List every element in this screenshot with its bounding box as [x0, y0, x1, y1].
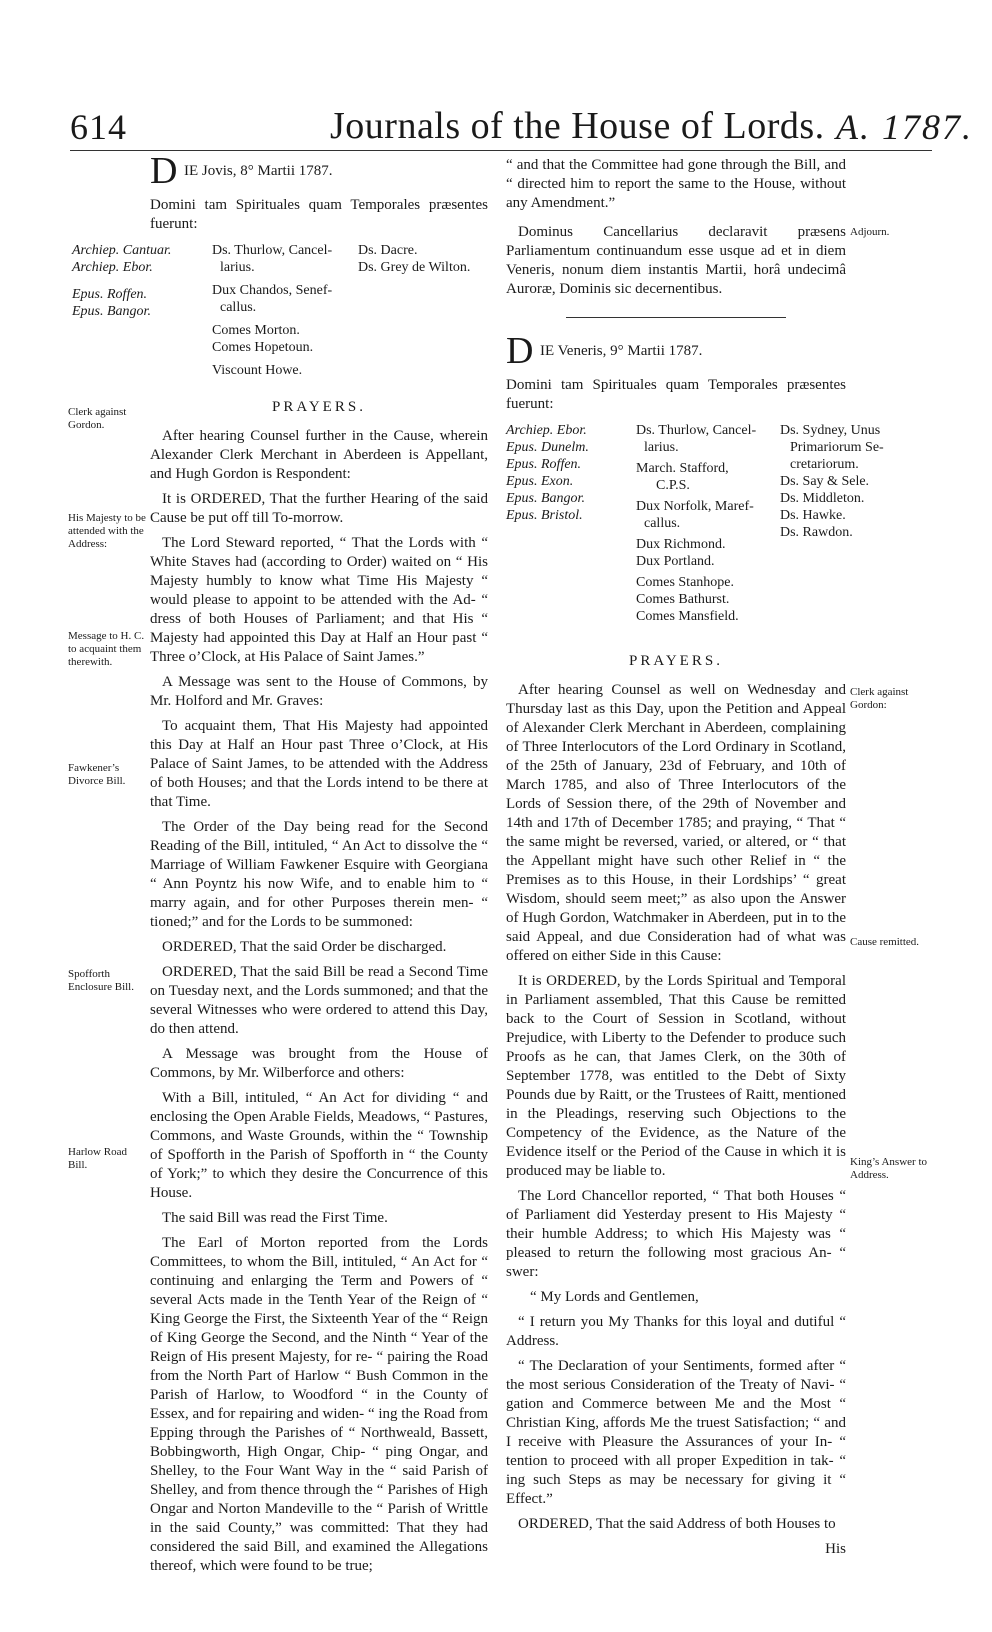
paragraph: The Lord Chancellor reported, “ That both Houses “ of Parliament did Yesterday present to His Majesty “ their humble Address; to which His Majesty was “ pleased to return the following most gracious An- “ swer: — [506, 1188, 846, 1280]
attendee: Dux Norfolk, Maref- — [636, 499, 754, 514]
attendee: Ds. Thurlow, Cancel- — [212, 243, 333, 258]
attendee: Archiep. Ebor. — [72, 260, 153, 275]
attendee: C.P.S. — [656, 478, 690, 493]
attendee: larius. — [644, 440, 679, 455]
attendee: Epus. Bangor. — [506, 491, 585, 506]
paragraph: With a Bill, intituled, “ An Act for dividing “ and enclosing the Open Arable Fields, Meadows, “ Pastures, Commons, and Waste Grounds, within the “ Township of Spofforth in the Parish of Spofforth in “ the County of York;” to which they desire the Concurrence of this House. — [150, 1090, 488, 1201]
attendance-col-3 — [358, 242, 488, 276]
paragraph: The Order of the Day being read for the Second Reading of the Bill, intituled, “ An Act to dissolve the “ Marriage of William Fawkener Esquire with Georgiana “ Ann Poyntz his now Wife, and to enable him to “ marry again, and for other Purposes therein men- “ tioned;” and for the Lords to be summoned: — [150, 819, 488, 930]
margin-note: Harlow Road Bill. — [68, 1146, 127, 1171]
day-heading — [506, 330, 846, 376]
paragraph: ORDERED, That the said Address of both Houses to — [518, 1516, 836, 1532]
attendee: Comes Morton. — [212, 323, 300, 338]
attendance-col-3 — [780, 422, 890, 541]
attendee: Ds. Rawdon. — [780, 525, 853, 540]
attendance-col-1 — [72, 242, 212, 320]
attendee: Dux Richmond. — [636, 537, 726, 552]
catchword: His — [825, 1541, 846, 1557]
running-title: Journals of the House of Lords. — [330, 105, 825, 147]
attendee: Epus. Bristol. — [506, 508, 583, 523]
paragraph: “ and that the Committee had gone through the Bill, and “ directed him to report the same to the House, without any Amendment.” — [506, 157, 846, 211]
attendee: Epus. Roffen. — [506, 457, 582, 472]
attendance-col-1 — [506, 422, 634, 524]
attendee: Dux Chandos, Senef- — [212, 283, 333, 298]
attendee: Comes Mansfield. — [636, 609, 739, 624]
attendee: cretariorum. — [790, 457, 859, 472]
adjournment: Dominus Cancellarius declaravit præsens Parliamentum continuandum esse usque ad et in diem Veneris, nonum diem instantis Martii, horâ undecimâ Auroræ, Dominis sic decernentibus. — [506, 224, 846, 297]
attendee: Archiep. Ebor. — [506, 423, 587, 438]
page-header — [0, 0, 992, 150]
day-heading — [150, 150, 488, 196]
margin-note: Clerk against Gordon. — [68, 406, 127, 431]
attendee: Epus. Dunelm. — [506, 440, 589, 455]
paragraph: The Lord Steward reported, “ That the Lords with “ White Staves had (according to Order) waited on “ His Majesty humbly to know what Time His Majesty “ would please to appoint to be attended with the Ad- “ dress of both Houses of Parliament; and that His “ Majesty had appointed this Day at Half an Hour past “ Three o’Clock, at His Palace of Saint James.” — [150, 535, 488, 665]
attendee: Dux Portland. — [636, 554, 715, 569]
paragraph: “ I return you My Thanks for this loyal and dutiful “ Address. — [506, 1314, 846, 1349]
attendee: Epus. Bangor. — [72, 304, 151, 319]
section-rule — [566, 317, 786, 318]
drop-cap: D — [506, 330, 534, 372]
attendee: Ds. Middleton. — [780, 491, 865, 506]
paragraph: The Earl of Morton reported from the Lords Committees, to whom the Bill, intituled, “ An Act for “ continuing and enlarging the Term and Powers of “ several Acts made in the Tenth Year of the Reign of “ King George the First, the Sixteenth Year of the “ Reign of King George the Second, and the Ninth “ Year of the Reign of His present Majesty, for re- “ pairing the Road from the North Part of Harlow “ Bush Common in the Parish of Harlow, to Woodford “ in the County of Essex, and for repairing and widen- “ ing the Road from Epping through the Parishes of “ Northweald, Bassett, Bobbingworth, High Ongar, Chip- “ ping Ongar, and Shelley, to the Four Want Way in the “ said Parish of Shelley, and from thence through the “ Parishes of High Ongar and Norton Mandeville to the “ Parish of Writtle in the said County,” was committed: That they had considered the said Bill, and examined the Allegations thereof, which were found to be true; — [150, 1235, 488, 1574]
attendee: Ds. Hawke. — [780, 508, 846, 523]
drop-cap: D — [150, 150, 178, 192]
margin-note: Clerk against Gordon: — [850, 686, 909, 711]
header-rule — [70, 150, 932, 151]
paragraph: ORDERED, That the said Bill be read a Second Time on Tuesday next, and the Lords summoned; and that the several Witnesses who were ordered to attend this Day, do then attend. — [150, 964, 488, 1037]
year-label: A. 1787. — [836, 107, 973, 147]
paragraph: The said Bill was read the First Time. — [162, 1210, 388, 1226]
day-heading-text: IE Jovis, 8° Martii 1787. — [184, 163, 333, 179]
paragraph: It is ORDERED, That the further Hearing of the said Cause be put off till To-morrow. — [150, 491, 488, 526]
paragraph: ORDERED, That the said Order be discharged. — [162, 939, 447, 955]
paragraph: A Message was sent to the House of Commons, by Mr. Holford and Mr. Graves: — [150, 674, 488, 709]
attendee: Ds. Say & Sele. — [780, 474, 870, 489]
margin-note: His Majesty to be attended with the Address: — [68, 512, 146, 550]
attendee: Epus. Exon. — [506, 474, 574, 489]
attendee: Archiep. Cantuar. — [72, 243, 172, 258]
attendance-list — [72, 242, 488, 392]
paragraph: “ The Declaration of your Sentiments, formed after “ the most serious Consideration of the Treaty of Navi- “ gation and Commerce between Me and the Most “ Christian King, affords Me the truest Satisfaction; “ and I receive with Pleasure the Assurances of your In- “ tention to proceed with all proper Expedition in tak- “ ing such Steps as may be necessary for giving it “ Effect.” — [506, 1358, 846, 1507]
attendee: Ds. Thurlow, Cancel- — [636, 423, 757, 438]
attendee: Viscount Howe. — [212, 363, 303, 378]
paragraph: It is ORDERED, by the Lords Spiritual and Temporal in Parliament assembled, That this Cause be remitted back to the Court of Session in Scotland, without Prejudice, with Liberty to the Defender to produce such Proofs as he can, that James Clerk, on the 30th of September 1778, was entitled to the Debt of Sixty Pounds due by Raitt, or the Trustees of Raitt, mentioned in the Pleadings, reserving such Objections to the Competency of the Evidence, as the Nature of the Evidence itself or the Period of the Cause in which it is produced may be liable to. — [506, 973, 846, 1179]
attendee: larius. — [220, 260, 255, 275]
attendee: Ds. Sydney, Unus — [780, 423, 881, 438]
attendance-list — [506, 422, 884, 646]
prayers-heading: PRAYERS. — [629, 653, 723, 669]
prayers-heading: PRAYERS. — [272, 399, 366, 415]
paragraph: After hearing Counsel further in the Cause, wherein Alexander Clerk Merchant in Aberdeen is Appellant, and Hugh Gordon is Respondent: — [150, 428, 488, 482]
attendee: March. Stafford, — [636, 461, 729, 476]
margin-note: King’s Answer to Address. — [850, 1156, 927, 1181]
attendee: callus. — [644, 516, 681, 531]
paragraph: After hearing Counsel as well on Wednesday and Thursday last as this Day, upon the Petition and Appeal of Alexander Clerk Merchant in Aberdeen, complaining of Three Interlocutors of the Lord Ordinary in Scotland, of the 25th of January, 23d of February, and 10th of March 1785, and also of Three Interlocutors of the Lords of Session there, of the 29th of November and 14th and 17th of December 1785; and praying, “ That “ the same might be reversed, varied, or altered, or “ that the Appellant might have such other Relief in “ the Premises as to this House, in their Lordships’ “ great Wisdom, should seem meet;” as also upon the Answer of Hugh Gordon, Watchmaker in Aberdeen, put in to the said Appeal, and due Consideration had of what was offered on either Side in this Cause: — [506, 682, 846, 964]
attendance-col-2 — [636, 422, 776, 625]
margin-note: Message to H. C. to acquaint them therewith. — [68, 630, 145, 668]
page-number: 614 — [70, 107, 127, 147]
attendance-heading: Domini tam Spirituales quam Temporales præsentes fuerunt: — [150, 197, 488, 232]
attendee: Comes Hopetoun. — [212, 340, 314, 355]
attendee: Ds. Dacre. — [358, 243, 418, 258]
margin-note: Fawkener’s Divorce Bill. — [68, 762, 126, 787]
attendee: Comes Stanhope. — [636, 575, 734, 590]
day-heading-text: IE Veneris, 9° Martii 1787. — [540, 343, 703, 359]
paragraph: To acquaint them, That His Majesty had appointed this Day at Half an Hour past Three o’Clock, at His Palace of Saint James, to be attended with the Address of both Houses; and that the Lords intend to be there at that Time. — [150, 718, 488, 810]
paragraph: “ My Lords and Gentlemen, — [530, 1289, 699, 1305]
attendee: Ds. Grey de Wilton. — [358, 260, 471, 275]
paragraph: A Message was brought from the House of Commons, by Mr. Wilberforce and others: — [150, 1046, 488, 1081]
margin-note: Cause remitted. — [850, 936, 920, 948]
attendee: Primariorum Se- — [790, 440, 884, 455]
attendee: callus. — [220, 300, 257, 315]
attendance-col-2 — [212, 242, 352, 379]
attendee: Comes Bathurst. — [636, 592, 730, 607]
margin-note: Adjourn. — [850, 226, 890, 238]
margin-note: Spofforth Enclosure Bill. — [68, 968, 134, 993]
attendee: Epus. Roffen. — [72, 287, 148, 302]
attendance-heading: Domini tam Spirituales quam Temporales præsentes fuerunt: — [506, 377, 846, 412]
